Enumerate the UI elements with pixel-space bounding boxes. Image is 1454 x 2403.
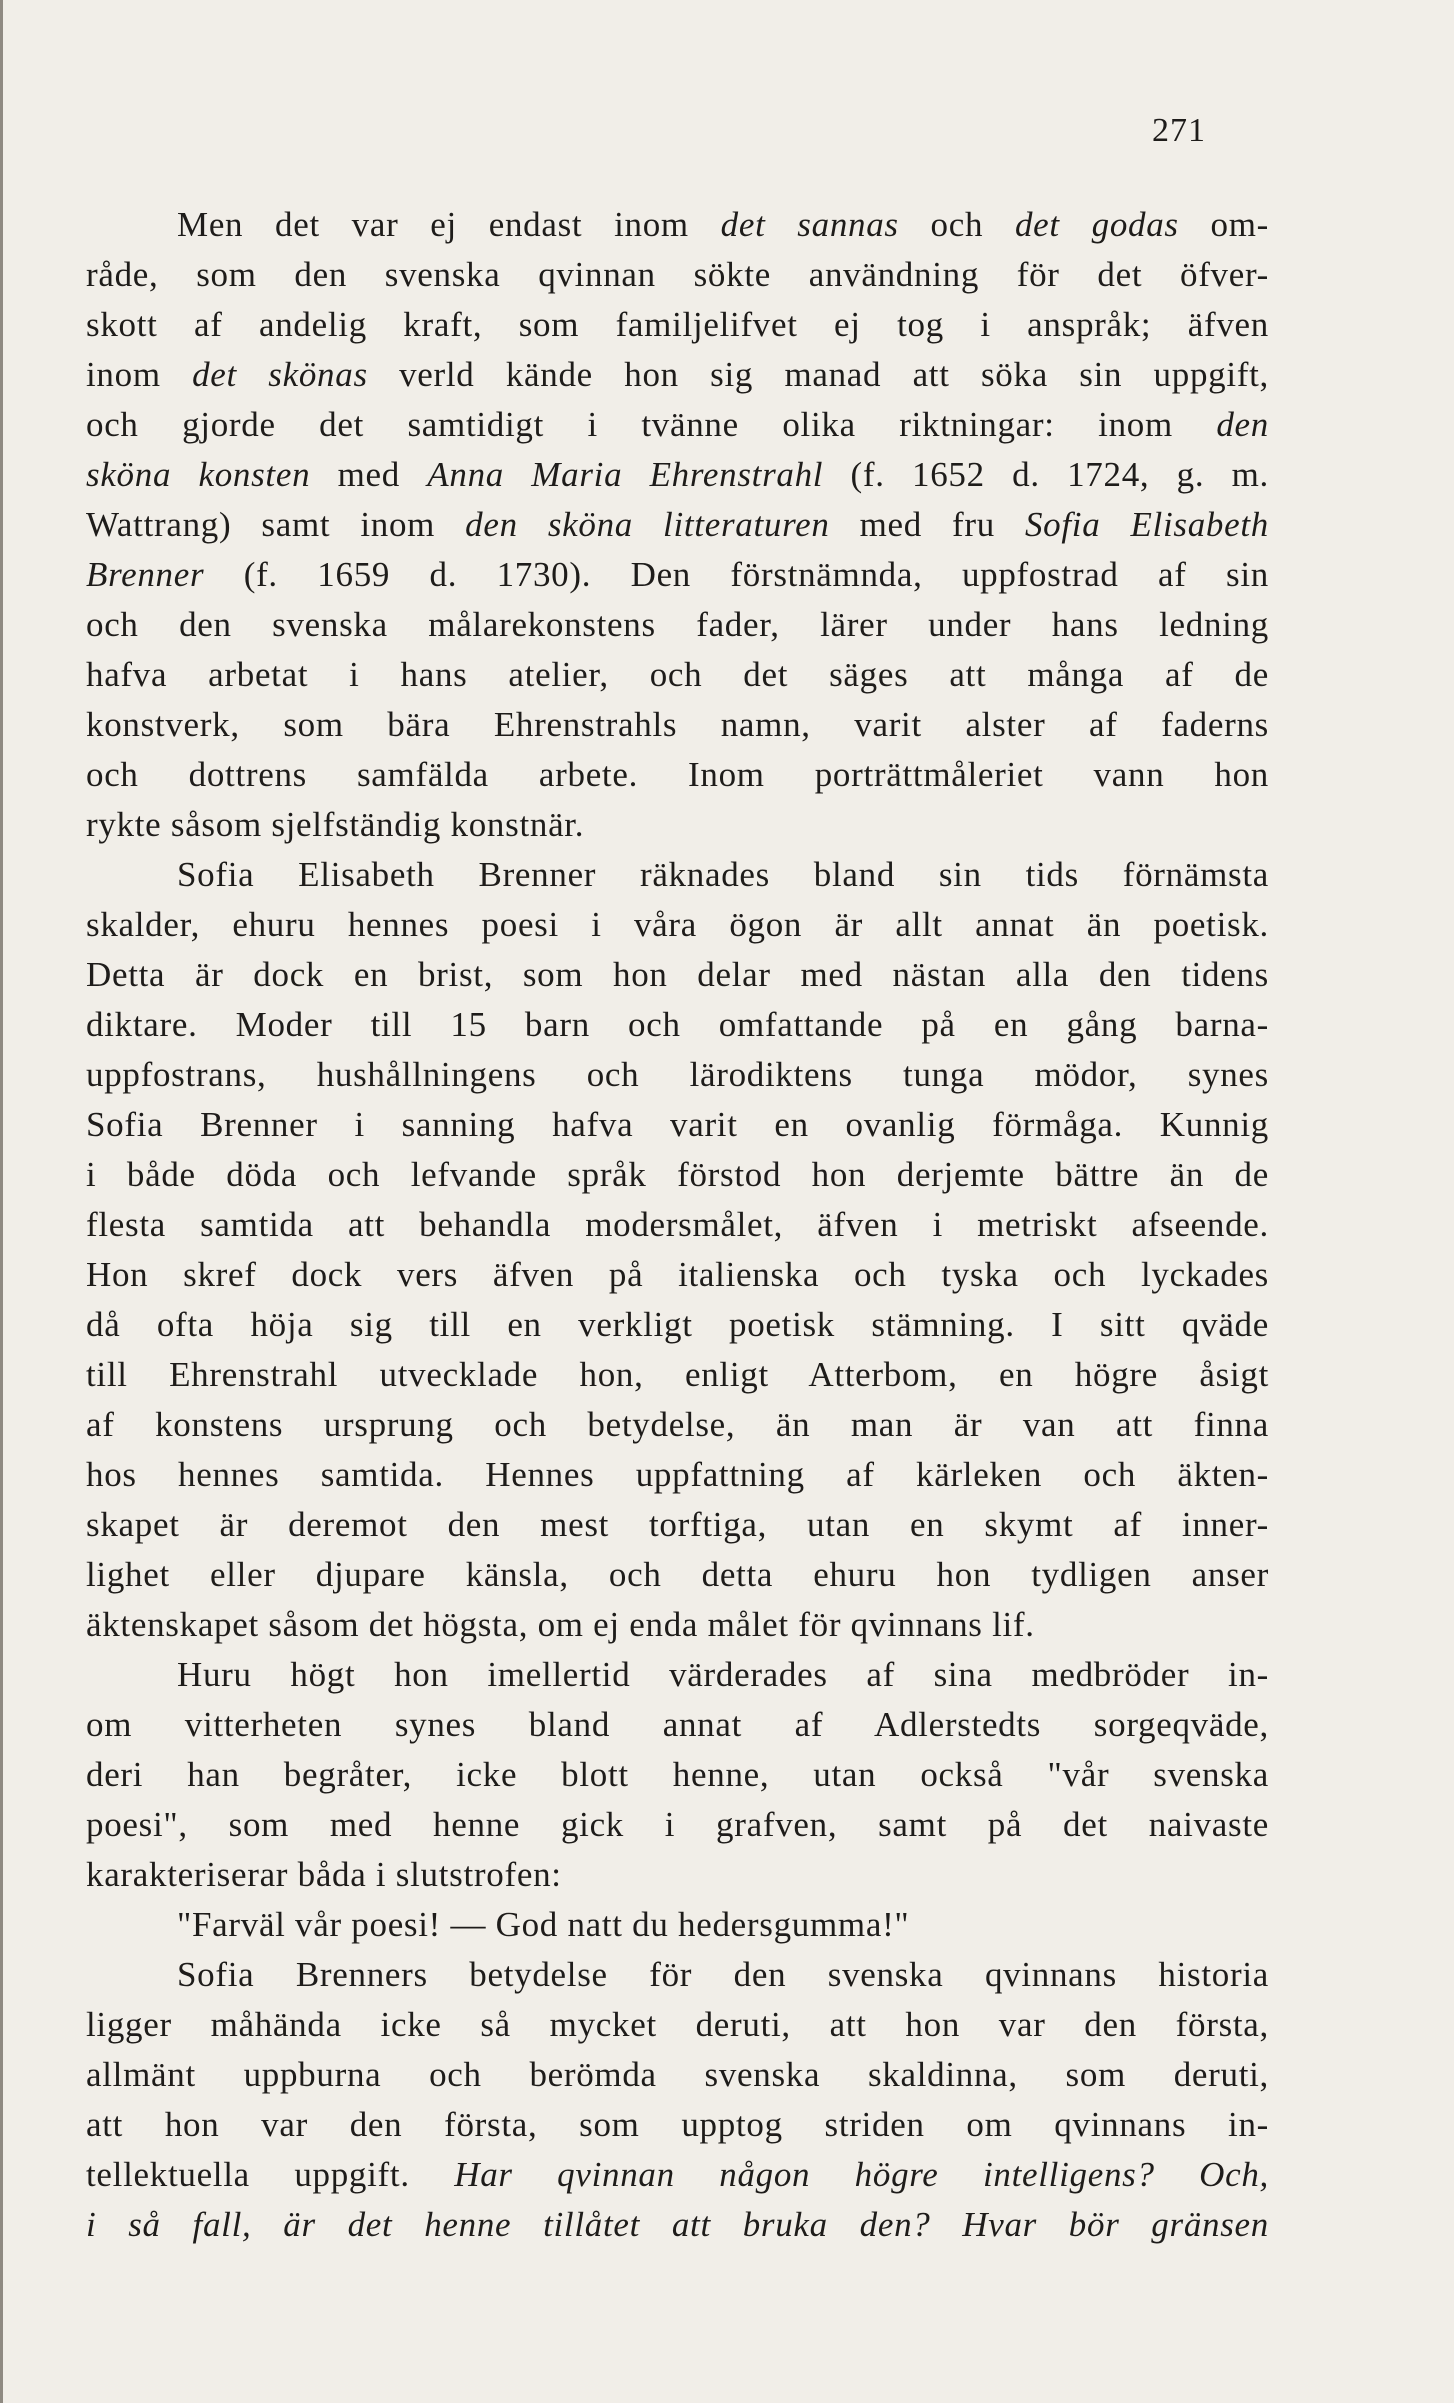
text-segment: inom [86,355,193,394]
text-line [86,350,1269,400]
text-segment: Sofia Elisabeth Brenner räknades bland sin tids förnämsta [177,855,1269,894]
text-line [86,1500,1269,1550]
text-segment: Hon skref dock vers äfven på italienska och tyska och lyckades [86,1255,1269,1294]
text-segment: karakteriserar båda i slutstrofen: [86,1855,562,1894]
text-line [86,800,1269,850]
text-segment: skalder, ehuru hennes poesi i våra ögon är allt annat än poetisk. [86,905,1269,944]
text-segment: hafva arbetat i hans atelier, och det säges att många af de [86,655,1269,694]
text-segment: i både döda och lefvande språk förstod hon derjemte bättre än de [86,1155,1269,1194]
text-segment: konstverk, som bära Ehrenstrahls namn, varit alster af faderns [86,705,1269,744]
text-segment: råde, som den svenska qvinnan sökte användning för det öfver- [86,255,1269,294]
text-line [86,750,1269,800]
text-segment: och gjorde det samtidigt i tvänne olika riktningar: inom [86,405,1217,444]
text-segment: och [898,205,1015,244]
text-segment: Huru högt hon imellertid värderades af sina medbröder in- [177,1655,1269,1694]
italic-text: Sofia Elisabeth [1024,505,1269,544]
text-line [86,1100,1269,1150]
text-line [86,1300,1269,1350]
text-line [86,200,1269,250]
italic-text: det sannas [720,205,899,244]
italic-text: det skönas [192,355,368,394]
italic-text: det godas [1014,205,1179,244]
text-segment: Sofia Brenners betydelse för den svenska qvinnans historia [177,1955,1269,1994]
text-segment: rykte såsom sjelfständig konstnär. [86,805,585,844]
text-line [86,1750,1269,1800]
text-segment: och den svenska målarekonstens fader, lärer under hans ledning [86,605,1269,644]
text-line [86,1200,1269,1250]
text-segment: ligger måhända icke så mycket deruti, att hon var den första, [86,2005,1269,2044]
text-segment: Detta är dock en brist, som hon delar med nästan alla den tidens [86,955,1269,994]
text-segment: diktare. Moder till 15 barn och omfattande på en gång barna- [86,1005,1269,1044]
text-line [86,700,1269,750]
text-line [86,1900,1269,1950]
italic-text: den sköna litteraturen [465,505,830,544]
text-line [86,250,1269,300]
text-line [86,1800,1269,1850]
text-line [86,1600,1269,1650]
text-segment: skott af andelig kraft, som familjelifvet ej tog i anspråk; äfven [86,305,1269,344]
text-segment: att hon var den första, som upptog striden om qvinnans in- [86,2105,1269,2144]
text-line [86,400,1269,450]
text-segment: poesi", som med henne gick i grafven, samt på det naivaste [86,1805,1269,1844]
text-line [86,1950,1269,2000]
text-segment: af konstens ursprung och betydelse, än man är van att finna [86,1405,1269,1444]
text-segment: äktenskapet såsom det högsta, om ej enda målet för qvinnans lif. [86,1605,1035,1644]
text-segment: Wattrang) samt inom [86,505,466,544]
text-line [86,1350,1269,1400]
page-number: 271 [1152,112,1206,149]
text-segment: deri han begråter, icke blott henne, utan också "vår svenska [86,1755,1269,1794]
text-line [86,1150,1269,1200]
text-line [86,450,1269,500]
text-segment: skapet är deremot den mest torftiga, utan en skymt af inner- [86,1505,1269,1544]
italic-text: Har qvinnan någon högre intelligens? Och, [454,2155,1269,2194]
text-segment: och dottrens samfälda arbete. Inom porträttmåleriet vann hon [86,755,1269,794]
text-line [86,1000,1269,1050]
italic-text: den [1216,405,1269,444]
text-segment: Men det var ej endast inom [177,205,721,244]
text-line [86,2050,1269,2100]
text-line [86,1700,1269,1750]
italic-text: i så fall, är det henne tillåtet att bruka den? Hvar bör gränsen [86,2205,1269,2244]
text-line [86,1250,1269,1300]
text-line [86,1050,1269,1100]
text-line [86,2100,1269,2150]
text-line [86,900,1269,950]
text-line [86,850,1269,900]
text-line [86,1450,1269,1500]
text-line [86,1650,1269,1700]
page-edge [0,0,3,2403]
text-segment: lighet eller djupare känsla, och detta ehuru hon tydligen anser [86,1555,1269,1594]
text-segment: tellektuella uppgift. [86,2155,455,2194]
text-line [86,1400,1269,1450]
text-line [86,2000,1269,2050]
text-line [86,950,1269,1000]
text-segment: om- [1178,205,1270,244]
text-line [86,650,1269,700]
text-segment: till Ehrenstrahl utvecklade hon, enligt Atterbom, en högre åsigt [86,1355,1269,1394]
text-segment: Sofia Brenner i sanning hafva varit en ovanlig förmåga. Kunnig [86,1105,1269,1144]
text-line [86,1850,1269,1900]
text-segment: då ofta höja sig till en verkligt poetisk stämning. I sitt qväde [86,1305,1269,1344]
italic-text: sköna konsten [86,455,311,494]
italic-text: Anna Maria Ehrenstrahl [427,455,824,494]
text-segment: med fru [829,505,1025,544]
text-segment: med [310,455,428,494]
italic-text: Brenner [86,555,205,594]
text-line [86,550,1269,600]
text-segment: verld kände hon sig manad att söka sin uppgift, [367,355,1269,394]
text-segment: hos hennes samtida. Hennes uppfattning af kärleken och äkten- [86,1455,1269,1494]
text-segment: om vitterheten synes bland annat af Adlerstedts sorgeqväde, [86,1705,1269,1744]
text-line [86,300,1269,350]
body-text [86,200,1269,2250]
text-segment: allmänt uppburna och berömda svenska skaldinna, som deruti, [86,2055,1269,2094]
text-line [86,1550,1269,1600]
text-line [86,600,1269,650]
text-line [86,2150,1269,2200]
text-segment: uppfostrans, hushållningens och lärodiktens tunga mödor, synes [86,1055,1269,1094]
text-segment: flesta samtida att behandla modersmålet, äfven i metriskt afseende. [86,1205,1269,1244]
text-line [86,500,1269,550]
text-line [86,2200,1269,2250]
text-segment: (f. 1659 d. 1730). Den förstnämnda, uppfostrad af sin [204,555,1269,594]
text-segment: (f. 1652 d. 1724, g. m. [823,455,1270,494]
text-segment: "Farväl vår poesi! — God natt du hedersgumma!" [177,1905,910,1944]
